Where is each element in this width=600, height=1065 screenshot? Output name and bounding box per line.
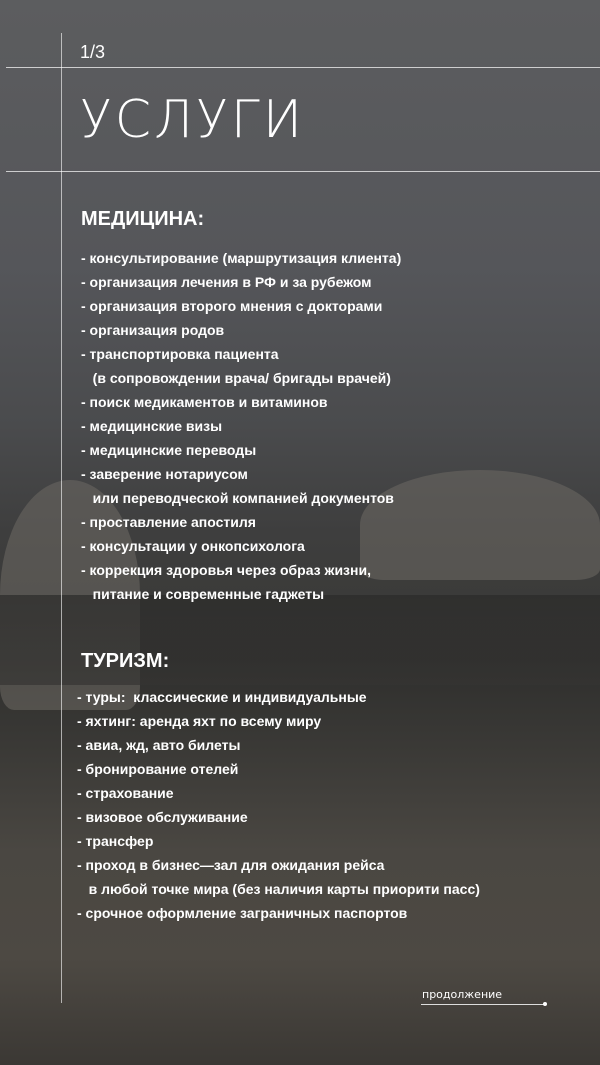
list-item: - организация второго мнения с докторами [81, 298, 383, 314]
list-item: в любой точке мира (без наличия карты приорити пасс) [77, 881, 480, 897]
list-item: - яхтинг: аренда яхт по всему миру [77, 713, 322, 729]
top-divider [6, 67, 600, 68]
continue-link[interactable]: продолжение [422, 988, 503, 1001]
list-item: - медицинские переводы [81, 442, 257, 458]
list-item: или переводческой компанией документов [81, 490, 394, 506]
vertical-divider [61, 33, 62, 1003]
list-item: - проход в бизнес—зал для ожидания рейса [77, 857, 385, 873]
list-item: - организация лечения в РФ и за рубежом [81, 274, 372, 290]
list-item: - визовое обслуживание [77, 809, 248, 825]
list-item: - консультации у онкопсихолога [81, 538, 305, 554]
list-item: - туры: классические и индивидуальные [77, 689, 367, 705]
list-item: питание и современные гаджеты [81, 586, 325, 602]
list-item: - трансфер [77, 833, 154, 849]
list-item: - коррекция здоровья через образ жизни, [81, 562, 371, 578]
list-item: - организация родов [81, 322, 225, 338]
list-item: - медицинские визы [81, 418, 223, 434]
list-item: (в сопровождении врача/ бригады врачей) [81, 370, 391, 386]
list-item: - страхование [77, 785, 174, 801]
list-item: - консультирование (маршрутизация клиента) [81, 250, 402, 266]
list-item: - проставление апостиля [81, 514, 256, 530]
continue-underline [421, 1004, 545, 1005]
page-title: УСЛУГИ [80, 90, 306, 150]
list-item: - срочное оформление заграничных паспортов [77, 905, 408, 921]
continue-dot-icon [543, 1002, 547, 1006]
list-item: - авиа, жд, авто билеты [77, 737, 241, 753]
list-item: - поиск медикаментов и витаминов [81, 394, 328, 410]
tourism-list [77, 685, 577, 925]
title-divider [6, 171, 600, 172]
tourism-heading: ТУРИЗМ: [81, 650, 170, 672]
list-item: - транспортировка пациента [81, 346, 279, 362]
medicine-heading: МЕДИЦИНА: [81, 208, 205, 230]
page-indicator: 1/3 [80, 42, 106, 62]
list-item: - бронирование отелей [77, 761, 239, 777]
list-item: - заверение нотариусом [81, 466, 248, 482]
medicine-list [81, 246, 581, 606]
